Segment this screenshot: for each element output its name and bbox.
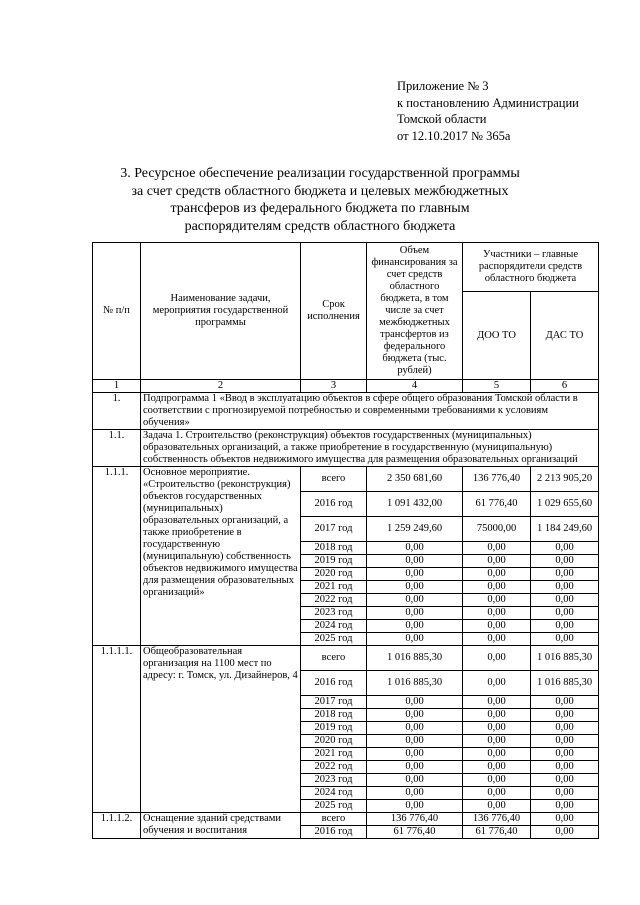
- term-cell: 2017 год: [301, 517, 367, 542]
- activity-name: Основное мероприятие. «Строительство (реконструкция) объектов государственных (муниципальных) образовательных организаций, а также приобретение в государственную (муниципальную) собственность объектов недвижимого имущества для размещения образовательных организаций»: [141, 467, 301, 646]
- activity-name: Общеобразовательная организация на 1100 мест по адресу: г. Томск, ул. Дизайнеров, 4: [141, 646, 301, 813]
- das-cell: 0,00: [531, 568, 599, 581]
- term-cell: всего: [301, 646, 367, 671]
- das-cell: 0,00: [531, 709, 599, 722]
- doo-cell: 0,00: [463, 735, 531, 748]
- doo-cell: 0,00: [463, 542, 531, 555]
- header-volume: Объем финансирования за счет средств областного бюджета, в том числе за счет межбюджетных трансфертов из федерального бюджета (тыс. рублей): [367, 243, 463, 380]
- title-line: трансферов из федерального бюджета по главным: [170, 201, 470, 216]
- das-cell: 0,00: [531, 633, 599, 646]
- volume-cell: 2 350 681,60: [367, 467, 463, 492]
- doo-cell: 0,00: [463, 633, 531, 646]
- doo-cell: 0,00: [463, 607, 531, 620]
- volume-cell: 0,00: [367, 748, 463, 761]
- volume-cell: 0,00: [367, 800, 463, 813]
- column-number: 3: [301, 380, 367, 393]
- term-cell: 2025 год: [301, 800, 367, 813]
- das-cell: 0,00: [531, 555, 599, 568]
- title-line: распорядителям средств областного бюджета: [184, 218, 456, 234]
- table-row: [93, 646, 599, 671]
- term-cell: 2017 год: [301, 696, 367, 709]
- doo-cell: 0,00: [463, 568, 531, 581]
- term-cell: 2023 год: [301, 607, 367, 620]
- volume-cell: 1 016 885,30: [367, 671, 463, 696]
- term-cell: 2024 год: [301, 787, 367, 800]
- term-cell: 2016 год: [301, 826, 367, 839]
- das-cell: 0,00: [531, 748, 599, 761]
- das-cell: 1 184 249,60: [531, 517, 599, 542]
- term-cell: 2024 год: [301, 620, 367, 633]
- doo-cell: 0,00: [463, 620, 531, 633]
- term-cell: 2020 год: [301, 568, 367, 581]
- doo-cell: 0,00: [463, 555, 531, 568]
- doo-cell: 0,00: [463, 774, 531, 787]
- volume-cell: 0,00: [367, 735, 463, 748]
- term-cell: 2021 год: [301, 581, 367, 594]
- title-line: за счет средств областного бюджета и целевых межбюджетных: [131, 183, 509, 199]
- das-cell: 0,00: [531, 800, 599, 813]
- volume-cell: 0,00: [367, 709, 463, 722]
- header-doo: ДОО ТО: [463, 292, 531, 380]
- column-number: 5: [463, 380, 531, 393]
- doo-cell: 0,00: [463, 594, 531, 607]
- term-cell: 2016 год: [301, 671, 367, 696]
- appendix-line: к постановлению Администрации: [397, 95, 579, 110]
- volume-cell: 0,00: [367, 607, 463, 620]
- volume-cell: 0,00: [367, 581, 463, 594]
- volume-cell: 0,00: [367, 555, 463, 568]
- table-body: [93, 243, 599, 839]
- term-cell: 2018 год: [301, 542, 367, 555]
- subprogram-text: Подпрограмма 1 «Ввод в эксплуатацию объектов в сфере общего образования Томской области в соответствии с прогнозируемой потребностью и современными требованиями к условиям обучения»: [141, 393, 599, 430]
- volume-cell: 1 091 432,00: [367, 492, 463, 517]
- subprogram-row: [93, 393, 599, 430]
- column-number: 6: [531, 380, 599, 393]
- term-cell: всего: [301, 813, 367, 826]
- das-cell: 2 213 905,20: [531, 467, 599, 492]
- column-numbers-row: [93, 380, 599, 393]
- volume-cell: 0,00: [367, 696, 463, 709]
- volume-cell: 1 259 249,60: [367, 517, 463, 542]
- row-number: 1.1.1.: [93, 467, 141, 646]
- appendix-reference: [397, 78, 579, 144]
- term-cell: 2020 год: [301, 735, 367, 748]
- volume-cell: 61 776,40: [367, 826, 463, 839]
- volume-cell: 136 776,40: [367, 813, 463, 826]
- doo-cell: 0,00: [463, 696, 531, 709]
- row-number: 1.1.: [93, 430, 141, 467]
- term-cell: 2025 год: [301, 633, 367, 646]
- das-cell: 0,00: [531, 735, 599, 748]
- volume-cell: 0,00: [367, 774, 463, 787]
- doo-cell: 0,00: [463, 581, 531, 594]
- volume-cell: 0,00: [367, 568, 463, 581]
- column-number: 1: [93, 380, 141, 393]
- das-cell: 0,00: [531, 696, 599, 709]
- term-cell: 2018 год: [301, 709, 367, 722]
- das-cell: 0,00: [531, 581, 599, 594]
- doo-cell: 0,00: [463, 709, 531, 722]
- doo-cell: 0,00: [463, 800, 531, 813]
- term-cell: 2023 год: [301, 774, 367, 787]
- header-term: Срок исполнения: [301, 243, 367, 380]
- doo-cell: 136 776,40: [463, 467, 531, 492]
- resource-table: [92, 242, 599, 839]
- doo-cell: 0,00: [463, 646, 531, 671]
- das-cell: 1 016 885,30: [531, 671, 599, 696]
- column-number: 2: [141, 380, 301, 393]
- volume-cell: 0,00: [367, 761, 463, 774]
- das-cell: 0,00: [531, 813, 599, 826]
- header-participants: Участники – главные распорядители средств областного бюджета: [463, 243, 599, 292]
- header-num: № п/п: [93, 243, 141, 380]
- term-cell: 2022 год: [301, 594, 367, 607]
- term-cell: 2022 год: [301, 761, 367, 774]
- doo-cell: 0,00: [463, 748, 531, 761]
- row-number: 1.1.1.2.: [93, 813, 141, 839]
- das-cell: 1 029 655,60: [531, 492, 599, 517]
- doo-cell: 0,00: [463, 671, 531, 696]
- term-cell: 2019 год: [301, 555, 367, 568]
- title-line: 3. Ресурсное обеспечение реализации государственной программы: [120, 166, 520, 181]
- volume-cell: 0,00: [367, 787, 463, 800]
- appendix-line: Приложение № 3: [397, 79, 489, 93]
- header-name: Наименование задачи, мероприятия государственной программы: [141, 243, 301, 380]
- das-cell: 0,00: [531, 787, 599, 800]
- table-row: [93, 813, 599, 826]
- column-number: 4: [367, 380, 463, 393]
- term-cell: 2021 год: [301, 748, 367, 761]
- das-cell: 0,00: [531, 722, 599, 735]
- das-cell: 1 016 885,30: [531, 646, 599, 671]
- das-cell: 0,00: [531, 826, 599, 839]
- doo-cell: 0,00: [463, 722, 531, 735]
- doo-cell: 75000,00: [463, 517, 531, 542]
- term-cell: 2019 год: [301, 722, 367, 735]
- volume-cell: 1 016 885,30: [367, 646, 463, 671]
- das-cell: 0,00: [531, 774, 599, 787]
- doo-cell: 136 776,40: [463, 813, 531, 826]
- doo-cell: 61 776,40: [463, 826, 531, 839]
- doo-cell: 61 776,40: [463, 492, 531, 517]
- doo-cell: 0,00: [463, 787, 531, 800]
- volume-cell: 0,00: [367, 594, 463, 607]
- volume-cell: 0,00: [367, 620, 463, 633]
- volume-cell: 0,00: [367, 722, 463, 735]
- term-cell: 2016 год: [301, 492, 367, 517]
- das-cell: 0,00: [531, 594, 599, 607]
- das-cell: 0,00: [531, 761, 599, 774]
- appendix-line: от 12.10.2017 № 365а: [397, 128, 511, 143]
- activity-name: Оснащение зданий средствами обучения и воспитания: [141, 813, 301, 839]
- header-das: ДАС ТО: [531, 292, 599, 380]
- appendix-line: Томской области: [397, 112, 487, 126]
- volume-cell: 0,00: [367, 633, 463, 646]
- volume-cell: 0,00: [367, 542, 463, 555]
- row-number: 1.: [93, 393, 141, 430]
- task-text: Задача 1. Строительство (реконструкция) объектов государственных (муниципальных) образовательных организаций, а также приобретение в государственную (муниципальную) собственность объектов недвижимого имущества для размещения образовательных организаций: [141, 430, 599, 467]
- das-cell: 0,00: [531, 607, 599, 620]
- row-number: 1.1.1.1.: [93, 646, 141, 813]
- task-row: [93, 430, 599, 467]
- document-title: [80, 165, 560, 235]
- table-row: [93, 467, 599, 492]
- das-cell: 0,00: [531, 620, 599, 633]
- das-cell: 0,00: [531, 542, 599, 555]
- doo-cell: 0,00: [463, 761, 531, 774]
- term-cell: всего: [301, 467, 367, 492]
